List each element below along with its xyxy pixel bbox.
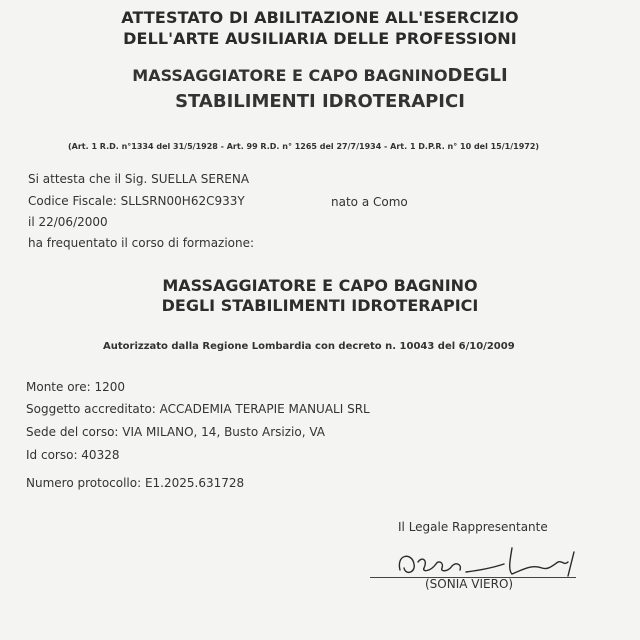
title-line-1-tail: DEGLI bbox=[447, 65, 508, 86]
attest-line: Si attesta che il Sig. SUELLA SERENA bbox=[28, 172, 250, 186]
birthdate: il 22/06/2000 bbox=[28, 215, 108, 229]
course-id: Id corso: 40328 bbox=[26, 448, 120, 462]
fiscal-code: Codice Fiscale: SLLSRN00H62C933Y bbox=[28, 194, 245, 208]
birthplace: nato a Como bbox=[331, 195, 408, 209]
title-line-1-main: MASSAGGIATORE E CAPO BAGNINO bbox=[132, 66, 448, 85]
course-name-line-2: DEGLI STABILIMENTI IDROTERAPICI bbox=[161, 296, 479, 315]
venue: Sede del corso: VIA MILANO, 14, Busto Arsizio, VA bbox=[26, 425, 326, 439]
signatory-name: (SONIA VIERO) bbox=[425, 577, 514, 591]
hours: Monte ore: 1200 bbox=[26, 380, 125, 394]
course-intro: ha frequentato il corso di formazione: bbox=[28, 236, 255, 250]
provider: Soggetto accreditato: ACCADEMIA TERAPIE MANUALI SRL bbox=[26, 402, 370, 416]
title-line-2: STABILIMENTI IDROTERAPICI bbox=[175, 91, 465, 112]
protocol-number: Numero protocollo: E1.2025.631728 bbox=[26, 476, 245, 490]
course-name-line-1: MASSAGGIATORE E CAPO BAGNINO bbox=[162, 276, 478, 295]
header-line-1: ATTESTATO DI ABILITAZIONE ALL'ESERCIZIO bbox=[121, 8, 519, 27]
legal-references: (Art. 1 R.D. n°1334 del 31/5/1928 - Art. 99 R.D. n° 1265 del 27/7/1934 - Art. 1 D.P.R. n° 10 del 15/1/1972) bbox=[68, 142, 540, 151]
header-line-2: DELL'ARTE AUSILIARIA DELLE PROFESSIONI bbox=[123, 29, 517, 48]
authorization-line: Autorizzato dalla Regione Lombardia con decreto n. 10043 del 6/10/2009 bbox=[103, 341, 515, 352]
title-line-1 bbox=[0, 65, 640, 86]
signature-role: Il Legale Rappresentante bbox=[398, 520, 548, 534]
